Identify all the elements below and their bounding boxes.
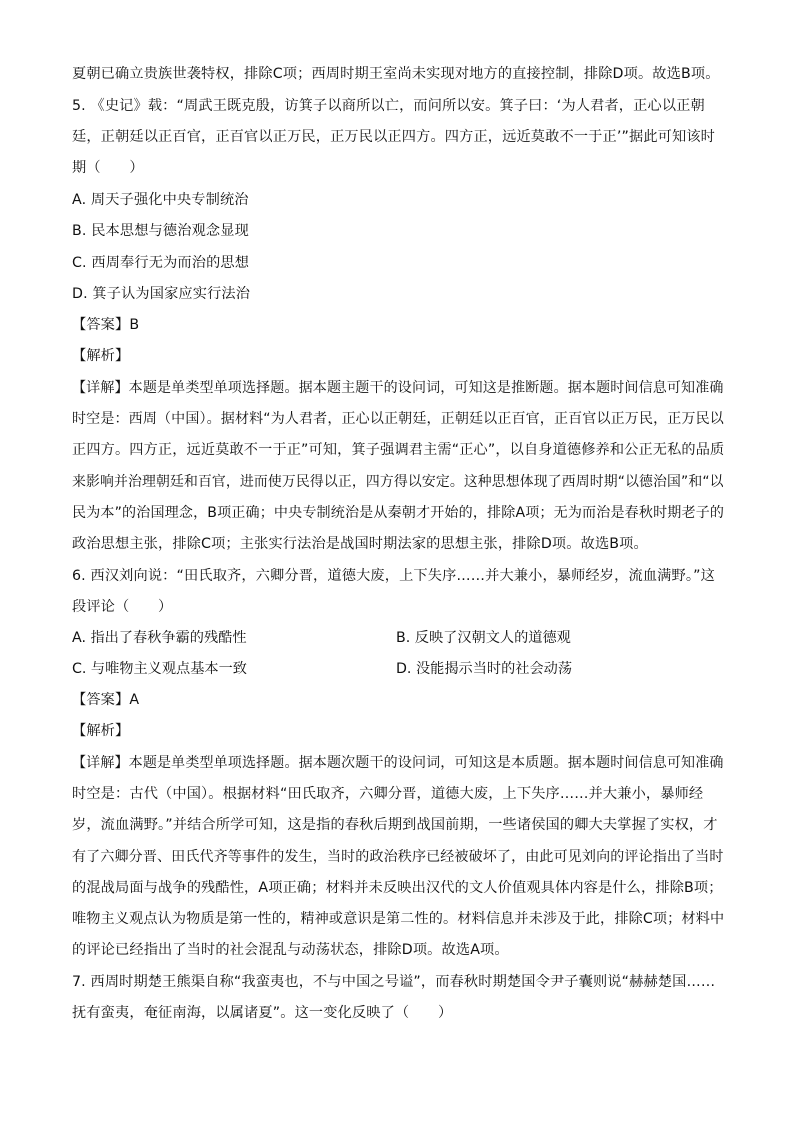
question-6-stem-line: 6. 西汉刘向说：“田氏取齐，六卿分晋，道德大废，上下失序……并大兼小，暴师经岁，流血满野。”这 bbox=[72, 568, 715, 584]
question-5-option-a: A. 周天子强化中央专制统治 bbox=[72, 192, 249, 208]
question-6-option-a: A. 指出了春秋争霸的残酷性 bbox=[72, 630, 247, 646]
question-7-stem-line: 7. 西周时期楚王熊渠自称“我蛮夷也，不与中国之号谥”，而春秋时期楚国令尹子囊则说“赫赫楚国…… bbox=[72, 974, 716, 990]
question-6-analysis-title: 【解析】 bbox=[72, 723, 130, 739]
question-6-detail-line: 时空是：古代（中国）。根据材料“田氏取齐，六卿分晋，道德大废，上下失序……并大兼小，暴师经 bbox=[72, 786, 704, 802]
question-5-detail-line: 时空是：西周（中国）。据材料“为人君者，正心以正朝廷，正朝廷以正百官，正百官以正万民，正万民以 bbox=[72, 411, 724, 427]
question-6-option-c: C. 与唯物主义观点基本一致 bbox=[72, 661, 247, 677]
question-5-answer: 【答案】B bbox=[72, 317, 140, 333]
question-6-answer: 【答案】A bbox=[72, 692, 140, 708]
question-5-option-c: C. 西周奉行无为而治的思想 bbox=[72, 255, 250, 271]
question-5-stem-line: 期（ ） bbox=[72, 160, 144, 176]
question-6-option-b: B. 反映了汉朝文人的道德观 bbox=[396, 630, 571, 646]
question-5-detail-line: 【详解】本题是单类型单项选择题。据本题主题干的设问词，可知这是推断题。据本题时间信息可知准确 bbox=[72, 380, 724, 396]
question-7-stem-line: 抚有蛮夷，奄征南海，以属诸夏”。这一变化反映了（ ） bbox=[72, 1005, 453, 1021]
question-6-detail-line: 唯物主义观点认为物质是第一性的，精神或意识是第二性的。材料信息并未涉及于此，排除C项；材料中 bbox=[72, 911, 725, 927]
question-6-detail-line: 【详解】本题是单类型单项选择题。据本题次题干的设问词，可知这是本质题。据本题时间信息可知准确 bbox=[72, 755, 724, 771]
question-6-detail-line: 的混战局面与战争的残酷性，A项正确；材料并未反映出汉代的文人价值观具体内容是什么，排除B项； bbox=[72, 880, 723, 896]
question-5-detail-line: 政治思想主张，排除C项；主张实行法治是战国时期法家的思想主张，排除D项。故选B项。 bbox=[72, 536, 648, 552]
question-5-detail-line: 正四方。四方正，远近莫敢不一于正”可知，箕子强调君主需“正心”，以自身道德修养和公正无私的品质 bbox=[72, 442, 725, 458]
question-5-stem-line: 廷，正朝廷以正百官，正百官以正万民，正万民以正四方。四方正，远近莫敢不一于正’”据此可知该时 bbox=[72, 129, 716, 145]
question-6-detail-line: 的评论已经指出了当时的社会混乱与动荡状态，排除D项。故选A项。 bbox=[72, 942, 509, 958]
question-6-detail-line: 有了六卿分晋、田氏代齐等事件的发生，当时的政治秩序已经被破坏了，由此可见刘向的评论指出了当时 bbox=[72, 849, 724, 865]
question-6-detail-line: 岁，流血满野。”并结合所学可知，这是指的春秋后期到战国前期，一些诸侯国的卿大夫掌握了实权，才 bbox=[72, 817, 718, 833]
question-5-detail-line: 来影响并治理朝廷和百官，进而使万民得以正，四方得以安定。这种思想体现了西周时期“以德治国”和“以 bbox=[72, 474, 724, 490]
question-5-option-d: D. 箕子认为国家应实行法治 bbox=[72, 286, 251, 302]
question-5-option-b: B. 民本思想与德治观念显现 bbox=[72, 223, 249, 239]
question-5-stem-line: 5. 《史记》载：“周武王既克殷，访箕子以商所以亡，而问所以安。箕子曰：‘为人君者，正心以正朝 bbox=[72, 98, 705, 114]
question-6-option-d: D. 没能揭示当时的社会动荡 bbox=[396, 661, 573, 677]
question-5-detail-line: 民为本”的治国理念，B项正确；中央专制统治是从秦朝才开始的，排除A项；无为而治是春秋时期老子的 bbox=[72, 505, 725, 521]
intro-line: 夏朝已确立贵族世袭特权，排除C项；西周时期王室尚未实现对地方的直接控制，排除D项。故选B项。 bbox=[72, 66, 720, 82]
question-6-stem-line: 段评论（ ） bbox=[72, 599, 173, 615]
question-5-analysis-title: 【解析】 bbox=[72, 348, 130, 364]
